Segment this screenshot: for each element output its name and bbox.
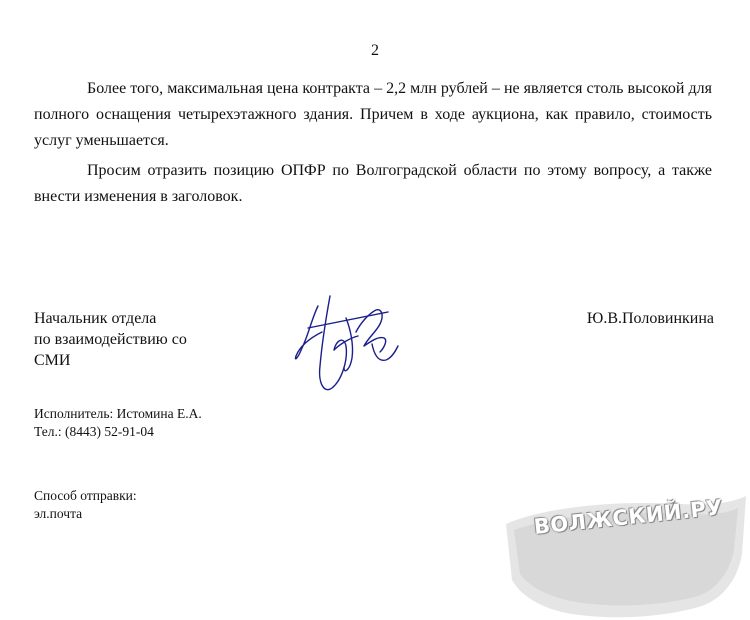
page-number: 2 [371,42,379,59]
position-line: по взаимодействию со [34,331,187,348]
sending-value: эл.почта [34,506,83,521]
position-line: Начальник отдела [34,310,157,327]
handwritten-signature [288,288,408,408]
executor-info [34,405,202,441]
sending-method [34,487,137,523]
body-paragraph: Просим отразить позицию ОПФР по Волгоградской области по этому вопросу, а также внести изменения в заголовок. [34,162,712,205]
position-line: СМИ [34,352,71,369]
executor-name: Исполнитель: Истомина Е.А. [34,406,202,421]
body-paragraph: Более того, максимальная цена контракта – 2,2 млн рублей – не является столь высокой для полного оснащения четырехэтажного здания. Причем в ходе аукциона, как правило, стоимость услуг уменьшается. [34,80,712,149]
sending-label: Способ отправки: [34,488,137,503]
watermark-logo-text: ВОЛЖСКИЙ.РУ [532,495,725,539]
signer-name: Ю.В.Половинкина [586,310,714,327]
signer-position [34,308,234,371]
executor-phone: Тел.: (8443) 52-91-04 [34,424,154,439]
